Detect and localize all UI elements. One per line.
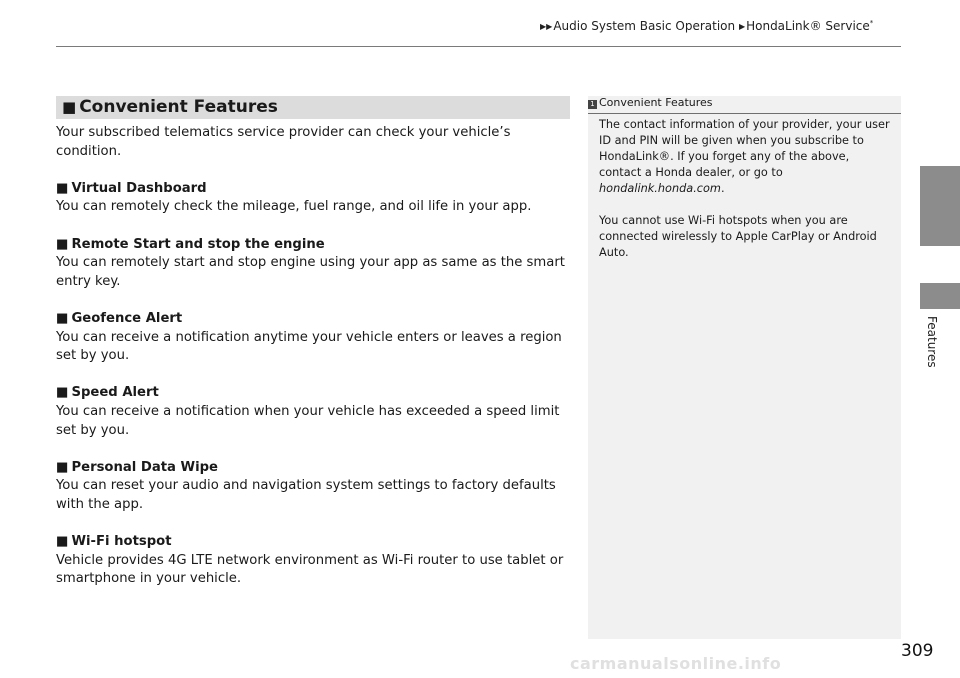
side-tab-block <box>920 166 960 246</box>
note-text-end: . <box>720 182 725 195</box>
header-divider <box>56 46 901 47</box>
side-tab-marker <box>920 283 960 309</box>
note-paragraph: You cannot use Wi-Fi hotspots when you are connected wirelessly to Apple CarPlay or Android Auto. <box>599 214 877 259</box>
feature-body: You can remotely check the mileage, fuel range, and oil life in your app. <box>56 199 532 215</box>
breadcrumb-page[interactable]: HondaLink <box>746 19 810 33</box>
section-title: Convenient Features <box>79 97 278 117</box>
feature-body: Vehicle provides 4G LTE network environment as Wi-Fi router to use tablet or smartphone in your vehicle. <box>56 552 564 587</box>
asterisk-mark: * <box>869 19 874 27</box>
note-link[interactable]: hondalink.honda.com <box>599 182 721 195</box>
feature-title: Speed Alert <box>71 385 159 401</box>
feature-heading <box>56 180 576 199</box>
note-header <box>588 96 901 114</box>
feature-heading <box>56 384 576 403</box>
square-bullet-icon: ■ <box>56 180 69 196</box>
triangle-right-icon: ▶ <box>738 22 746 31</box>
square-bullet-icon: ■ <box>56 236 69 252</box>
feature-heading <box>56 236 576 255</box>
watermark: carmanualsonline.info <box>570 654 782 673</box>
feature-body: You can reset your audio and navigation system settings to factory defaults with the app. <box>56 478 556 512</box>
breadcrumb-section[interactable]: Audio System Basic Operation <box>553 19 736 33</box>
note-paragraph <box>599 117 894 197</box>
square-bullet-icon: ■ <box>56 385 69 401</box>
feature-body: You can receive a notification anytime your vehicle enters or leaves a region set by you. <box>56 329 562 364</box>
side-tab-label[interactable]: Features <box>925 316 939 368</box>
breadcrumb-page-suffix: ® Service <box>809 19 870 33</box>
triangle-right-icon: ▶▶ <box>540 22 553 31</box>
feature-title: Remote Start and stop the engine <box>71 236 325 252</box>
main-content <box>56 124 576 589</box>
feature-body: You can remotely start and stop engine using your app as same as the smart entry key. <box>56 255 565 289</box>
feature-heading <box>56 310 576 329</box>
breadcrumb <box>540 19 873 33</box>
square-bullet-icon: ■ <box>62 98 77 116</box>
square-bullet-icon: ■ <box>56 459 69 475</box>
note-marker-icon: 1 <box>588 100 597 109</box>
square-bullet-icon: ■ <box>56 534 69 550</box>
square-bullet-icon: ■ <box>56 310 69 326</box>
feature-title: Wi-Fi hotspot <box>71 534 172 550</box>
note-body <box>599 117 894 261</box>
feature-heading <box>56 459 576 478</box>
feature-title: Geofence Alert <box>71 310 183 326</box>
note-title: Convenient Features <box>599 96 713 109</box>
note-text: The contact information of your provider, your user ID and PIN will be given when you subscribe to HondaLink®. If you forget any of the above, contact a Honda dealer, or go to <box>599 118 890 179</box>
feature-title: Virtual Dashboard <box>71 180 207 196</box>
section-heading <box>56 96 570 119</box>
intro-text: Your subscribed telematics service provider can check your vehicle’s condition. <box>56 125 511 159</box>
feature-title: Personal Data Wipe <box>71 459 218 475</box>
page-number: 309 <box>901 641 934 661</box>
feature-heading <box>56 533 576 552</box>
feature-body: You can receive a notification when your vehicle has exceeded a speed limit set by you. <box>56 403 560 438</box>
